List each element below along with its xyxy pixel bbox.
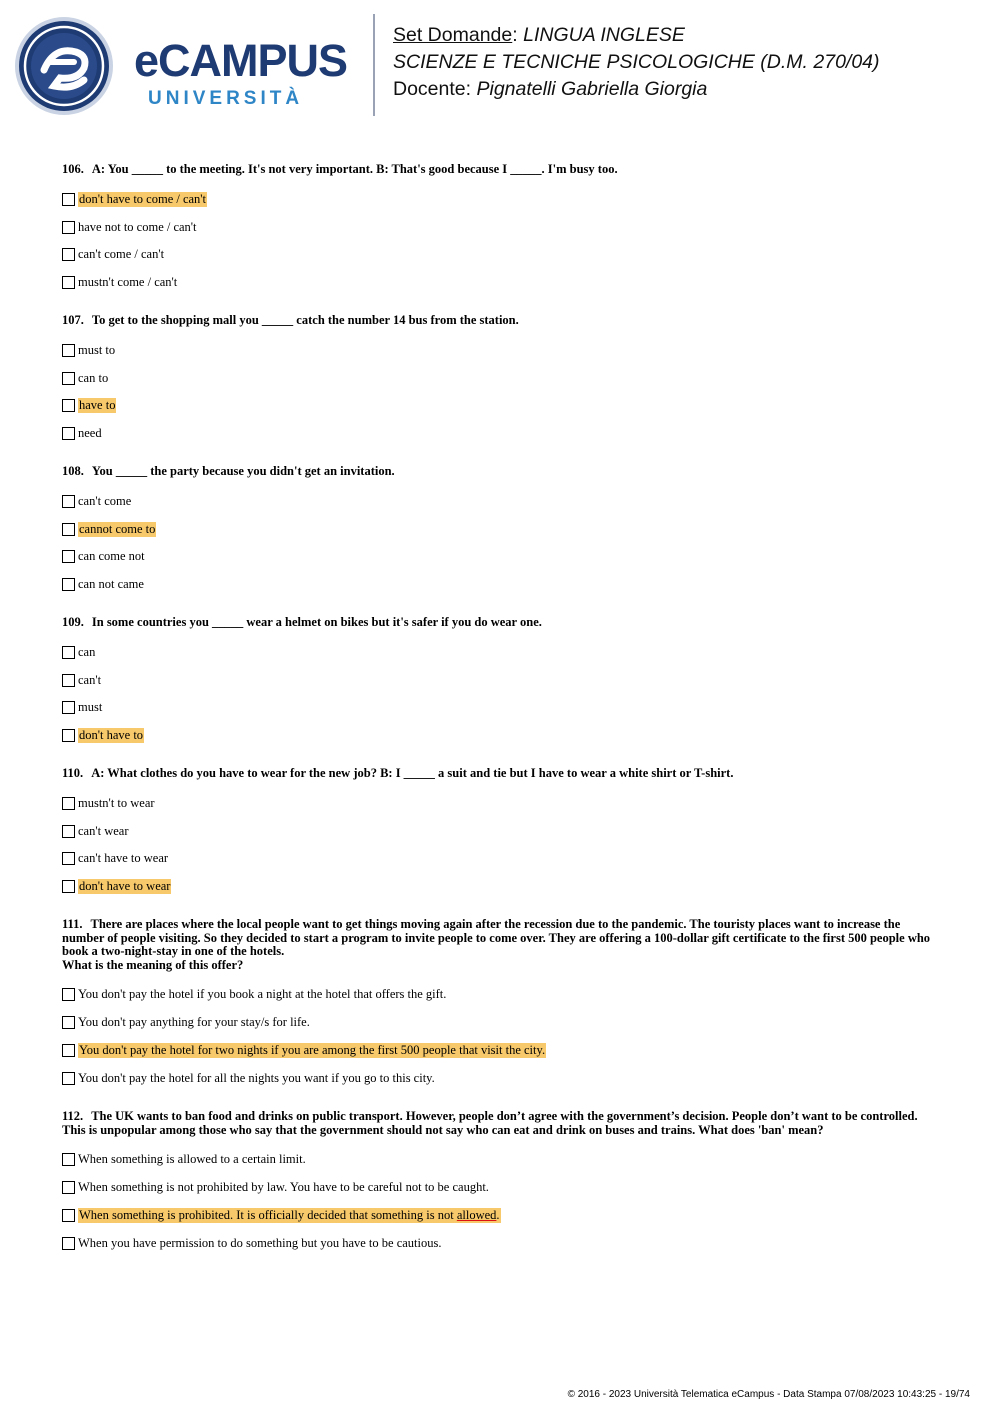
answer-option[interactable] xyxy=(62,873,942,901)
question-number: 106. xyxy=(62,162,84,176)
answer-text: must xyxy=(78,700,103,715)
answer-option[interactable] xyxy=(62,543,942,571)
question-number: 108. xyxy=(62,464,84,478)
answer-option[interactable] xyxy=(62,213,942,241)
answer-text: can come not xyxy=(78,549,145,564)
question-text xyxy=(62,163,942,177)
question-text xyxy=(62,314,942,328)
checkbox[interactable] xyxy=(62,193,75,206)
answer-option[interactable] xyxy=(62,845,942,873)
brand-name: eCAMPUS xyxy=(134,35,348,86)
checkbox[interactable] xyxy=(62,674,75,687)
question-prompt: In some countries you _____ wear a helmet on bikes but it's safer if you do wear one. xyxy=(91,615,542,629)
checkbox[interactable] xyxy=(62,1237,75,1250)
question-number: 110. xyxy=(62,766,84,780)
course-title: SCIENZE E TECNICHE PSICOLOGICHE (D.M. 270/04) xyxy=(393,51,880,73)
answer-option[interactable] xyxy=(62,666,942,694)
answer-option[interactable] xyxy=(62,364,942,392)
checkbox[interactable] xyxy=(62,1153,75,1166)
checkbox[interactable] xyxy=(62,578,75,591)
question-prompt: A: What clothes do you have to wear for the new job? B: I _____ a suit and tie but I have to wear a white shirt or T-shirt. xyxy=(91,766,734,780)
checkbox[interactable] xyxy=(62,427,75,440)
answer-text-correct: cannot come to xyxy=(79,521,156,536)
question-text xyxy=(62,465,942,479)
checkbox[interactable] xyxy=(62,372,75,385)
answer-option[interactable] xyxy=(62,790,942,818)
answer-option[interactable] xyxy=(62,1064,942,1092)
brand-wordmark xyxy=(134,36,359,116)
checkbox[interactable] xyxy=(62,1209,75,1222)
university-seal-icon xyxy=(14,16,114,116)
answer-text: need xyxy=(78,426,102,441)
checkbox[interactable] xyxy=(62,880,75,893)
answer-option[interactable] xyxy=(62,639,942,667)
set-line: Set Domande: LINGUA INGLESE xyxy=(393,24,685,46)
answer-text: mustn't to wear xyxy=(78,795,155,810)
answer-text: have not to come / can't xyxy=(78,219,197,234)
checkbox[interactable] xyxy=(62,1016,75,1029)
question-text xyxy=(62,616,942,630)
document-header xyxy=(393,22,880,103)
question-number: 111. xyxy=(62,917,83,931)
answer-text-part: When something is prohibited. It is officially decided that something is not xyxy=(79,1207,457,1222)
answer-option[interactable] xyxy=(62,1146,942,1174)
question-prompt: You _____ the party because you didn't get an invitation. xyxy=(91,464,395,478)
answer-option[interactable] xyxy=(62,571,942,599)
answer-text: can to xyxy=(78,370,109,385)
checkbox[interactable] xyxy=(62,248,75,261)
question-106 xyxy=(62,163,942,297)
answer-text-correct xyxy=(78,1208,501,1223)
answer-text: You don't pay anything for your stay/s for life. xyxy=(78,1015,310,1030)
answer-option[interactable] xyxy=(62,488,942,516)
question-prompt: A: You _____ to the meeting. It's not very important. B: That's good because I _____. I'm busy too. xyxy=(91,162,618,176)
answer-option[interactable] xyxy=(62,1202,942,1230)
answer-text-correct: don't have to xyxy=(79,728,144,743)
question-109 xyxy=(62,616,942,750)
answer-option[interactable] xyxy=(62,1229,942,1257)
checkbox[interactable] xyxy=(62,729,75,742)
header-divider xyxy=(373,14,375,116)
answer-option[interactable] xyxy=(62,722,942,750)
set-label: Set Domande xyxy=(393,24,513,46)
checkbox[interactable] xyxy=(62,701,75,714)
answer-text: can xyxy=(78,644,96,659)
answer-option[interactable] xyxy=(62,1174,942,1202)
answer-option[interactable] xyxy=(62,694,942,722)
answer-text: can't have to wear xyxy=(78,851,169,866)
answer-text: You don't pay the hotel if you book a night at the hotel that offers the gift. xyxy=(78,987,447,1002)
checkbox[interactable] xyxy=(62,852,75,865)
question-108 xyxy=(62,465,942,599)
question-number: 112. xyxy=(62,1109,84,1123)
answer-text-correct: You don't pay the hotel for two nights if you are among the first 500 people that visit the city. xyxy=(79,1042,546,1057)
answer-text-correct: don't have to wear xyxy=(79,879,171,894)
answer-text-correct: don't have to come / can't xyxy=(79,191,207,206)
question-111 xyxy=(62,918,942,1092)
answer-option[interactable] xyxy=(62,817,942,845)
answer-options xyxy=(62,981,942,1092)
checkbox[interactable] xyxy=(62,523,75,536)
answer-option[interactable] xyxy=(62,269,942,297)
answer-text: When you have permission to do something but you have to be cautious. xyxy=(78,1235,442,1250)
checkbox[interactable] xyxy=(62,825,75,838)
question-number: 109. xyxy=(62,615,84,629)
answer-option[interactable] xyxy=(62,241,942,269)
answer-options xyxy=(62,1146,942,1257)
question-prompt: There are places where the local people want to get things moving again after the recession due to the pandemic. The touristy places want to increase the number of people visiting. So they decided to start a program to invite people to come over. They are offering a 100-dollar gift certificate to the first 500 people who book a two-night-stay in one of the hotels. xyxy=(62,917,931,958)
checkbox[interactable] xyxy=(62,550,75,563)
checkbox[interactable] xyxy=(62,344,75,357)
question-text xyxy=(62,918,942,972)
answer-text: When something is allowed to a certain limit. xyxy=(78,1152,306,1167)
answer-option[interactable] xyxy=(62,337,942,365)
answer-text-underlined: allowed xyxy=(456,1207,497,1222)
answer-text: can not came xyxy=(78,577,144,592)
answer-text: mustn't come / can't xyxy=(78,275,178,290)
answer-text-part: . xyxy=(496,1207,500,1222)
question-text xyxy=(62,767,942,781)
checkbox[interactable] xyxy=(62,646,75,659)
answer-option[interactable] xyxy=(62,515,942,543)
set-value: LINGUA INGLESE xyxy=(523,24,685,46)
answer-options xyxy=(62,488,942,599)
question-subprompt: What is the meaning of this offer? xyxy=(62,957,244,972)
answer-text: When something is not prohibited by law. You have to be careful not to be caught. xyxy=(78,1180,489,1195)
page-footer: © 2016 - 2023 Università Telematica eCampus - Data Stampa 07/08/2023 10:43:25 - 19/74 xyxy=(567,1389,970,1400)
checkbox[interactable] xyxy=(62,1044,75,1057)
answer-option[interactable] xyxy=(62,1009,942,1037)
question-text xyxy=(62,1110,942,1137)
answer-option[interactable] xyxy=(62,186,942,214)
checkbox[interactable] xyxy=(62,399,75,412)
question-prompt: The UK wants to ban food and drinks on public transport. However, people don’t agree with the government’s decision. People don’t want to be controlled. This is unpopular among those who say that the government should not say who can eat and drink on buses and trains. What does 'ban' mean? xyxy=(62,1109,918,1137)
answer-text: You don't pay the hotel for all the nights you want if you go to this city. xyxy=(78,1070,435,1085)
checkbox[interactable] xyxy=(62,1072,75,1085)
question-prompt: To get to the shopping mall you _____ catch the number 14 bus from the station. xyxy=(91,313,519,327)
answer-text: must to xyxy=(78,342,116,357)
answer-text-correct: have to xyxy=(79,398,116,413)
answer-options xyxy=(62,186,942,297)
answer-options xyxy=(62,337,942,448)
checkbox[interactable] xyxy=(62,1181,75,1194)
ecampus-logo xyxy=(14,16,359,116)
teacher-line: Docente: Pignatelli Gabriella Giorgia xyxy=(393,78,708,100)
question-107 xyxy=(62,314,942,448)
question-110 xyxy=(62,767,942,901)
answer-options xyxy=(62,639,942,750)
question-112 xyxy=(62,1110,942,1257)
checkbox[interactable] xyxy=(62,221,75,234)
answer-text: can't xyxy=(78,672,102,687)
checkbox[interactable] xyxy=(62,276,75,289)
checkbox[interactable] xyxy=(62,495,75,508)
brand-subtitle: UNIVERSITÀ xyxy=(148,88,304,109)
checkbox[interactable] xyxy=(62,797,75,810)
answer-option[interactable] xyxy=(62,420,942,448)
teacher-name: Pignatelli Gabriella Giorgia xyxy=(476,78,708,100)
answer-option[interactable] xyxy=(62,1037,942,1065)
answer-text: can't come xyxy=(78,493,132,508)
answer-option[interactable] xyxy=(62,392,942,420)
answer-option[interactable] xyxy=(62,981,942,1009)
question-number: 107. xyxy=(62,313,84,327)
checkbox[interactable] xyxy=(62,988,75,1001)
answer-text: can't come / can't xyxy=(78,247,165,262)
teacher-label: Docente xyxy=(393,78,466,100)
answer-options xyxy=(62,790,942,901)
answer-text: can't wear xyxy=(78,823,129,838)
